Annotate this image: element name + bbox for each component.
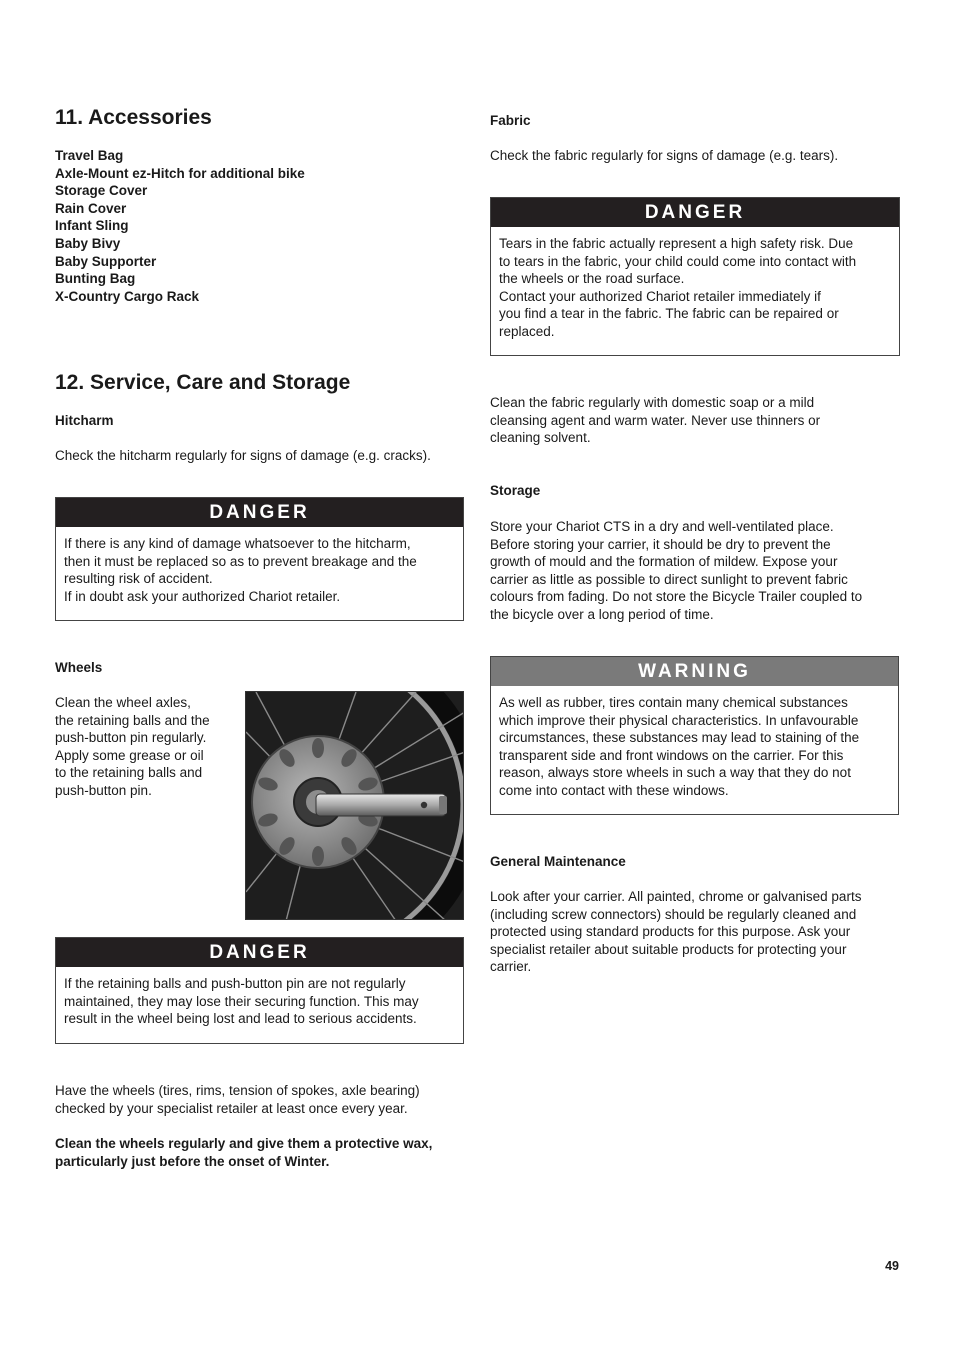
hitcharm-text: Check the hitcharm regularly for signs of damage (e.g. cracks). (55, 448, 431, 463)
page-number: 49 (885, 1259, 899, 1273)
danger-label: DANGER (56, 938, 463, 967)
service-title: 12. Service, Care and Storage (55, 371, 351, 394)
list-item: Storage Cover (55, 183, 148, 199)
warning-text: As well as rubber, tires contain many chemical substances which improve their physical characteristics. In unfavourable circumstances, these substances may lead to staining of the transparent side and front windows on the carrier. For this reason, always store wheels in such a way that they do not come into contact with these windows. (499, 695, 860, 798)
warning-box-storage (490, 656, 899, 815)
danger-text: Tears in the fabric actually represent a high safety risk. Due to tears in the fabric, your child could come into contact with the wheels or the road surface. Contact your authorized Chariot retailer immediately if you find a tear in the fabric. The fabric can be repaired or replaced. (499, 236, 857, 339)
list-item: Baby Supporter (55, 253, 157, 269)
list-item: Axle-Mount ez-Hitch for additional bike (55, 165, 305, 181)
accessories-title: 11. Accessories (55, 106, 212, 129)
wheels-wax-text: Clean the wheels regularly and give them a protective wax, particularly just before the onset of Winter. (55, 1136, 433, 1169)
list-item: Infant Sling (55, 218, 129, 234)
storage-text: Store your Chariot CTS in a dry and well-ventilated place. Before storing your carrier, it should be dry to prevent the growth of mould and the formation of mildew. Expose your carrier as little as possible to direct sunlight to prevent fabric colours from fading. Do not store the Bicycle Trailer coupled to the bicycle over a long period of time. (490, 519, 863, 622)
danger-box-wheels (55, 937, 464, 1044)
wheel-hub-photo (245, 691, 464, 920)
list-item: Rain Cover (55, 200, 127, 216)
list-item: Travel Bag (55, 148, 124, 163)
hitcharm-heading: Hitcharm (55, 413, 114, 428)
wheels-text: Clean the wheel axles, the retaining balls and the push-button pin regularly. Apply some grease or oil to the retaining balls and push-button pin. (55, 695, 210, 798)
accessories-list (55, 147, 305, 305)
fabric-text: Check the fabric regularly for signs of damage (e.g. tears). (490, 148, 839, 163)
danger-box-fabric (490, 197, 900, 356)
general-maintenance-text: Look after your carrier. All painted, chrome or galvanised parts (including screw connectors) should be regularly cleaned and protected using standard products for this purpose. Ask your specialist retailer about suitable products for protecting your carrier. (490, 889, 862, 975)
list-item: X-Country Cargo Rack (55, 288, 200, 304)
danger-label: DANGER (491, 198, 899, 227)
warning-label: WARNING (491, 657, 898, 686)
general-maintenance-heading: General Maintenance (490, 854, 626, 869)
fabric-clean-text: Clean the fabric regularly with domestic soap or a mild cleansing agent and warm water. Never use thinners or cleaning solvent. (490, 395, 821, 446)
list-item: Bunting Bag (55, 271, 136, 287)
storage-heading: Storage (490, 483, 541, 498)
wheels-check-text: Have the wheels (tires, rims, tension of spokes, axle bearing) checked by your specialist retailer at least once every year. (55, 1083, 420, 1116)
danger-text: If there is any kind of damage whatsoever to the hitcharm, then it must be replaced so as to prevent breakage and the resulting risk of accident. If in doubt ask your authorized Chariot retailer. (64, 536, 417, 604)
list-item: Baby Bivy (55, 235, 121, 251)
danger-box-hitcharm (55, 497, 464, 621)
fabric-heading: Fabric (490, 113, 531, 128)
danger-label: DANGER (56, 498, 463, 527)
danger-text: If the retaining balls and push-button pin are not regularly maintained, they may lose their securing function. This may result in the wheel being lost and lead to serious accidents. (64, 976, 419, 1027)
wheels-heading: Wheels (55, 660, 103, 675)
